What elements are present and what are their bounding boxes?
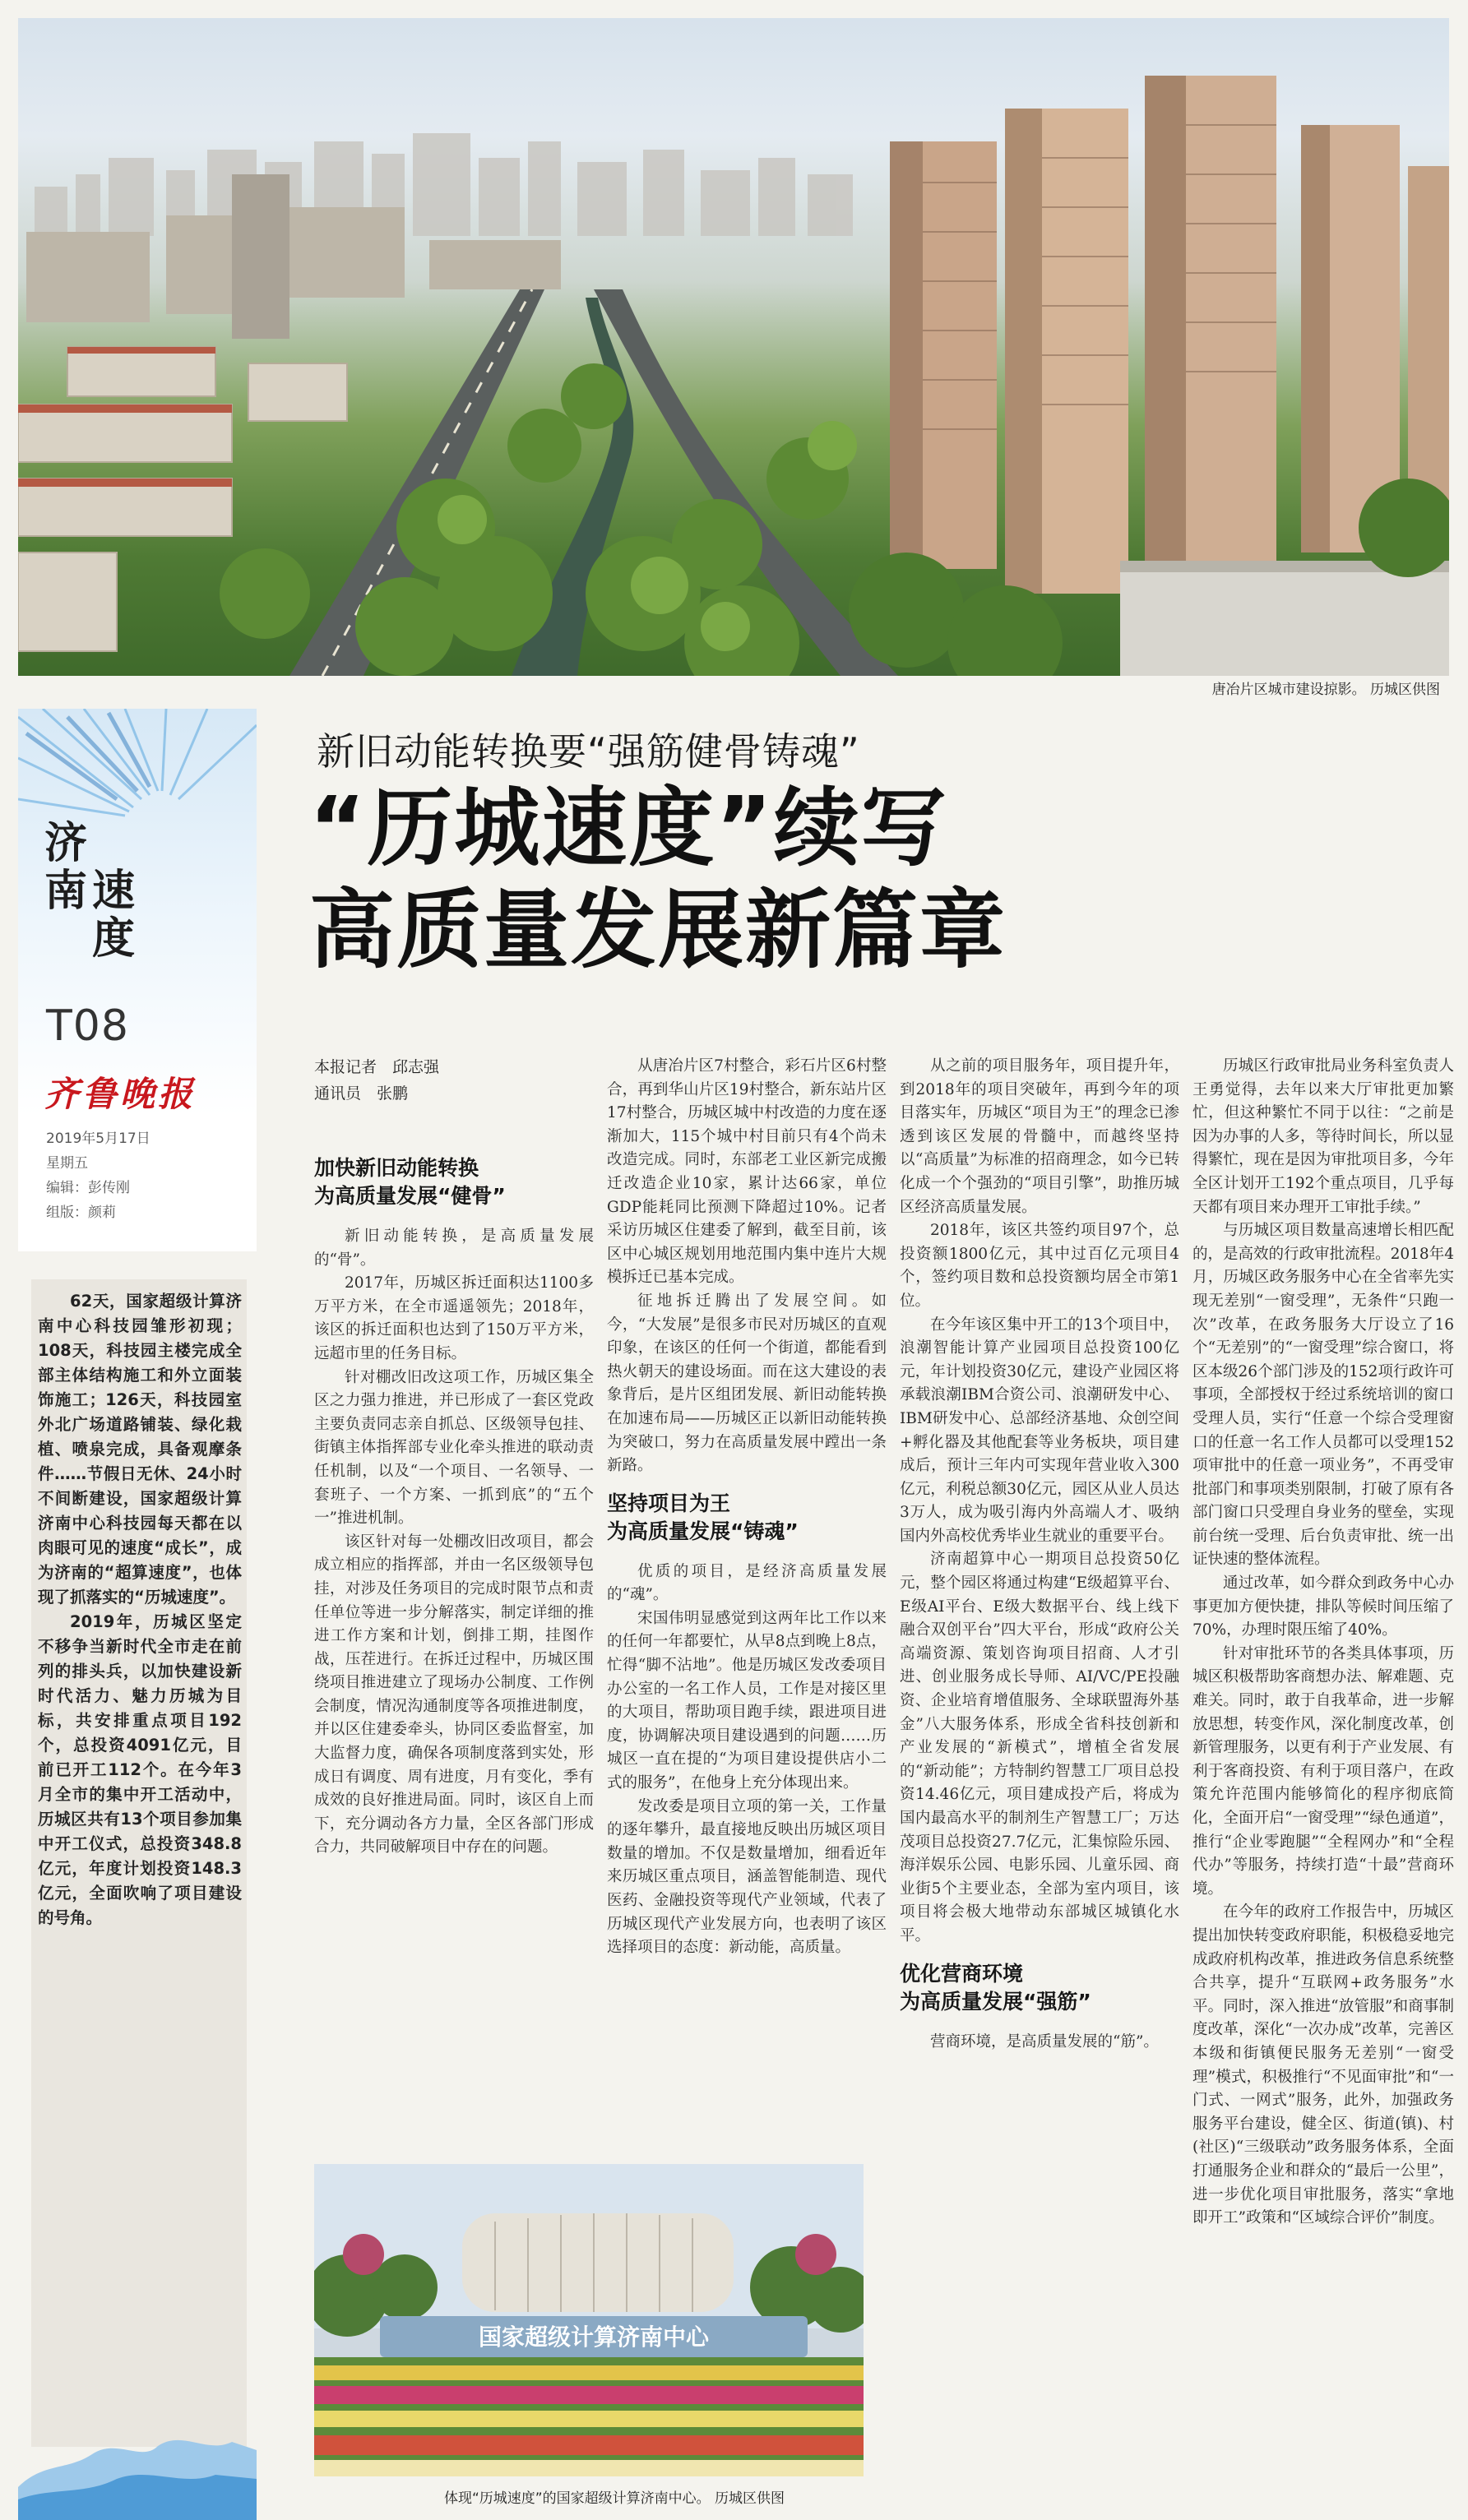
article-column-1 (314, 1143, 594, 1860)
body-paragraph: 从之前的项目服务年，项目提升年，到2018年的项目突破年，再到今年的项目落实年，历城区“项目为王”的理念已渗透到该区发展的骨髓中，而越终坚持以“高质量”为标准的招商理念，如今已转化成一个个强劲的“项目引擎”，助推历城区经济高质量发展。 (900, 1057, 1179, 1216)
body-paragraph: 与历城区项目数量高速增长相匹配的，是高效的行政审批流程。2018年4月，历城区政务服务中心在全省率先实现无差别“一窗受理”，无条件“只跑一次”改革，在政务服务大厅设立了16个“无差别”的“一窗受理”综合窗口，将区本级26个部门涉及的152项行政许可事项，全部授权于经过系统培训的窗口受理人员，实行“任意一个综合受理窗口的任意一名工作人员都可以受理152项审批中的任意一项业务”，不再受审批部门和事项类别限制，打破了原有各部门窗口只受理自身业务的壁垒，实现前台统一受理、后台负责审批、统一出证快速的整体流程。 (1192, 1222, 1454, 1569)
subhead-line: 为高质量发展“铸魂” (607, 1519, 799, 1543)
section-name-char: 度 (92, 914, 136, 964)
subhead-line: 优化营商环境 (900, 1961, 1024, 1986)
byline (314, 1054, 439, 1107)
article-headline (309, 777, 1444, 981)
issue-meta (46, 1126, 151, 1225)
editor-credit: 编辑：彭传刚 (46, 1180, 130, 1196)
article-column-4 (1192, 1055, 1454, 2231)
sidebar-paragraph: 2019年，历城区坚定不移争当新时代全市走在前列的排头兵，以加快建设新时代活力、魅力历城为目标，共安排重点项目192个，总投资4091亿元，目前已开工112个。在今年3月全市的集中开工活动中，历城区共有13个项目参加集中开工仪式，总投资348.8亿元，年度计划投资148.3亿元，全面吹响了项目建设的号角。 (38, 1612, 242, 1927)
supercomputing-center-illustration (314, 2164, 864, 2476)
section-name-char: 速 (92, 867, 136, 916)
body-paragraph: 2018年，该区共签约项目97个，总投资额1800亿元，其中过百亿元项目4个，签约项目数和总投资额均居全市第1位。 (900, 1222, 1179, 1310)
body-paragraph: 历城区行政审批局业务科室负责人王勇觉得，去年以来大厅审批更加繁忙，但这种繁忙不同于以往：“之前是因为办事的人多，等待时间长，所以显得繁忙，现在是因为审批项目多，今年全区计划开工192个重点项目，几乎每天都有项目来办理开工审批手续。” (1192, 1057, 1454, 1216)
section-subhead (314, 1154, 594, 1210)
sidebar-paragraph: 62天，国家超级计算济南中心科技园雏形初现；108天，科技园主楼完成全部主体结构施工和外立面装饰施工；126天，科技园室外北广场道路铺装、绿化栽植、喷泉完成，具备观摩条件……节假日无休、24小时不间断建设，国家超级计算济南中心科技园每天都在以肉眼可见的速度“成长”，成为济南的“超算速度”，也体现了抓落实的“历城速度”。 (38, 1292, 242, 1607)
body-paragraph: 在今年的政府工作报告中，历城区提出加快转变政府职能，积极稳妥地完成政府机构改革，推进政务信息系统整合共享，提升“互联网+政务服务”水平。同时，深入推进“放管服”和商事制度改革，深化“一次办成”改革，完善区本级和街镇便民服务无差别“一窗受理”模式，积极推行“不见面审批”和“一门式、一网式”服务，此外，加强政务服务平台建设，健全区、街道(镇)、村(社区)“三级联动”政务服务体系，全面打通服务企业和群众的“最后一公里”，进一步优化项目审批服务，落实“拿地即开工”政策和“区域综合评价”制度。 (1192, 1903, 1454, 2227)
section-subhead (900, 1960, 1179, 2016)
body-paragraph: 2017年，历城区拆迁面积达1100多万平方米，在全市遥遥领先；2018年，该区的拆迁面积也达到了150万平方米，远超市里的任务目标。 (314, 1274, 594, 1362)
district-map-graphic (18, 2430, 257, 2520)
body-paragraph: 针对审批环节的各类具体事项，历城区积极帮助客商想办法、解难题、克难关。同时，敢于自我革命，进一步解放思想，转变作风，深化制度改革，创新管理服务，以更有利于产业发展、有利于客商投资、有利于项目落户，在政策允许范围内能够简化的程序彻底简化，全面开启“一窗受理”“绿色通道”，推行“企业零跑腿”“全程网办”和“全程代办”等服务，持续打造“十最”营商环境。 (1192, 1644, 1454, 1898)
page-number: T08 (46, 1001, 129, 1051)
layout-credit: 组版：颜莉 (46, 1205, 116, 1221)
correspondent-credit: 通讯员 张鹏 (314, 1084, 409, 1103)
body-paragraph: 针对棚改旧改这项工作，历城区集全区之力强力推进，并已形成了一套区党政主要负责同志亲自抓总、区级领导包挂、街镇主体指挥部专业化牵头推进的联动责任机制，以及“一个项目、一名领导、一套班子、一个方案、一抓到底”的“五个一”推进机制。 (314, 1368, 594, 1528)
article-kicker: 新旧动能转换要“强筋健骨铸魂” (317, 729, 860, 774)
body-paragraph: 优质的项目，是经济高质量发展的“魂”。 (607, 1562, 887, 1604)
sidebar-summary-text (38, 1289, 242, 1930)
body-paragraph: 宋国伟明显感觉到这两年比工作以来的任何一年都要忙，从早8点到晚上8点，忙得“脚不沾地”。他是历城区发改委项目办公室的一名工作人员，工作是对接区里的大项目，帮助项目跑手续，跟进项目进度，协调解决项目建设遇到的问题……历城区一直在提的“为项目建设提供店小二式的服务”，在他身上充分体现出来。 (607, 1609, 887, 1792)
body-paragraph: 济南超算中心一期项目总投资50亿元，整个园区将通过构建“E级超算平台、E级AI平台、E级大数据平台、线上线下融合双创平台”四大平台，形成“政府公关高端资源、策划咨询项目招商、人才引进、创业服务成长导师、AI/VC/PE投融资、企业培育增值服务、全球联盟海外基金”八大服务体系，形成全省科技创新和产业发展的“新模式”，增植全省发展的“新动能”；方特制约智慧工厂项目总投资14.46亿元，项目建成投产后，将成为国内最高水平的制剂生产智慧工厂；万达茂项目总投资27.7亿元，汇集惊险乐园、海洋娱乐公园、电影乐园、儿童乐园、商业街5个主要业态，全部为室内项目，该项目将会极大地带动东部城区城镇化水平。 (900, 1551, 1179, 1944)
body-paragraph: 征地拆迁腾出了发展空间。如今，“大发展”是很多市民对历城区的直观印象，在该区的任何一个街道，都能看到热火朝天的建设场面。而在这大建设的表象背后，是片区组团发展、新旧动能转换在加速布局——历城区正以新旧动能转换为突破口，努力在高质量发展中蹚出一条新路。 (607, 1292, 887, 1475)
issue-date: 2019年5月17日 (46, 1131, 151, 1147)
issue-weekday: 星期五 (46, 1155, 88, 1172)
hero-photo-caption: 唐冶片区城市建设掠影。 历城区供图 (1211, 682, 1440, 698)
subhead-line: 为高质量发展“强筋” (900, 1989, 1091, 2014)
body-paragraph: 营商环境，是高质量发展的“筋”。 (930, 2032, 1159, 2051)
headline-line: 高质量发展新篇章 (309, 880, 1007, 980)
inset-photo-caption: 体现“历城速度”的国家超级计算济南中心。 历城区供图 (444, 2490, 785, 2507)
article-column-3 (900, 1055, 1179, 2054)
headline-line: “历城速度”续写 (309, 778, 948, 878)
article-column-2 (607, 1055, 887, 1960)
section-subhead (607, 1490, 887, 1546)
reporter-credit: 本报记者 邱志强 (314, 1058, 440, 1076)
subhead-line: 为高质量发展“健骨” (314, 1184, 506, 1208)
body-paragraph: 在今年该区集中开工的13个项目中，浪潮智能计算产业园项目总投资100亿元，年计划投资30亿元，建设产业园区将承载浪潮IBM合资公司、浪潮研发中心、IBM研发中心、总部经济基地、众创空间+孵化器及其他配套等业务板块，项目建成后，预计三年内可实现年营业收入300亿元，利税总额30亿元，园区从业人员达3万人，成为吸引海内外高端人才、吸纳国内外高校优秀毕业生就业的重要平台。 (900, 1315, 1179, 1545)
subhead-line: 加快新旧动能转换 (314, 1156, 479, 1180)
hero-photo-illustration (18, 18, 1449, 676)
body-paragraph: 从唐冶片区7村整合，彩石片区6村整合，再到华山片区19村整合，新东站片区17村整合，历城区城中村改造的力度在逐渐加大，115个城中村目前只有4个尚未改造完成。同时，东部老工业区新完成搬迁改造企业10家，累计达66家，单位GDP能耗同比预测下降超过10%。记者采访历城区住建委了解到，截至目前，该区中心城区规划用地范围内集中连片大规模拆迁已基本完成。 (607, 1057, 887, 1287)
subhead-line: 坚持项目为王 (607, 1491, 731, 1515)
section-name-char: 南 (44, 867, 88, 916)
body-paragraph: 新旧动能转换，是高质量发展的“骨”。 (314, 1228, 594, 1269)
newspaper-logo: 齐鲁晚报 (44, 1074, 197, 1114)
section-name-char: 济 (44, 819, 88, 868)
hero-photo (18, 18, 1449, 676)
body-paragraph: 该区针对每一处棚改旧改项目，都会成立相应的指挥部，并由一名区级领导包挂，对涉及任务项目的完成时限节点和责任单位等进一步分解落实，制定详细的推进工作方案和计划，倒排工期，挂图作战，压茬进行。在拆迁过程中，历城区围绕项目推进建立了现场办公制度、工作例会制度，情况沟通制度等各项推进制度，并以区住建委牵头，协同区委监督室，加大监督力度，确保各项制度落到实处，形成日有调度、周有进度，月有变化，季有成效的良好推进局面。同时，该区自上而下，充分调动各方力量，全区各部门形成合力，共同破解项目中存在的问题。 (314, 1533, 594, 1856)
body-paragraph: 发改委是项目立项的第一关，工作量的逐年攀升，最直接地反映出历城区项目数量的增加。不仅是数量增加，细看近年来历城区重点项目，涵盖智能制造、现代医药、金融投资等现代产业领域，代表了历城区现代产业发展方向，也表明了该区选择项目的态度：新动能，高质量。 (607, 1797, 887, 1957)
center-sign-text: 国家超级计算济南中心 (478, 2323, 710, 2351)
body-paragraph: 通过改革，如今群众到政务中心办事更加方便快捷，排队等候时间压缩了70%，办理时限压缩了40%。 (1192, 1574, 1454, 1639)
supercomputing-center-photo (314, 2164, 864, 2476)
